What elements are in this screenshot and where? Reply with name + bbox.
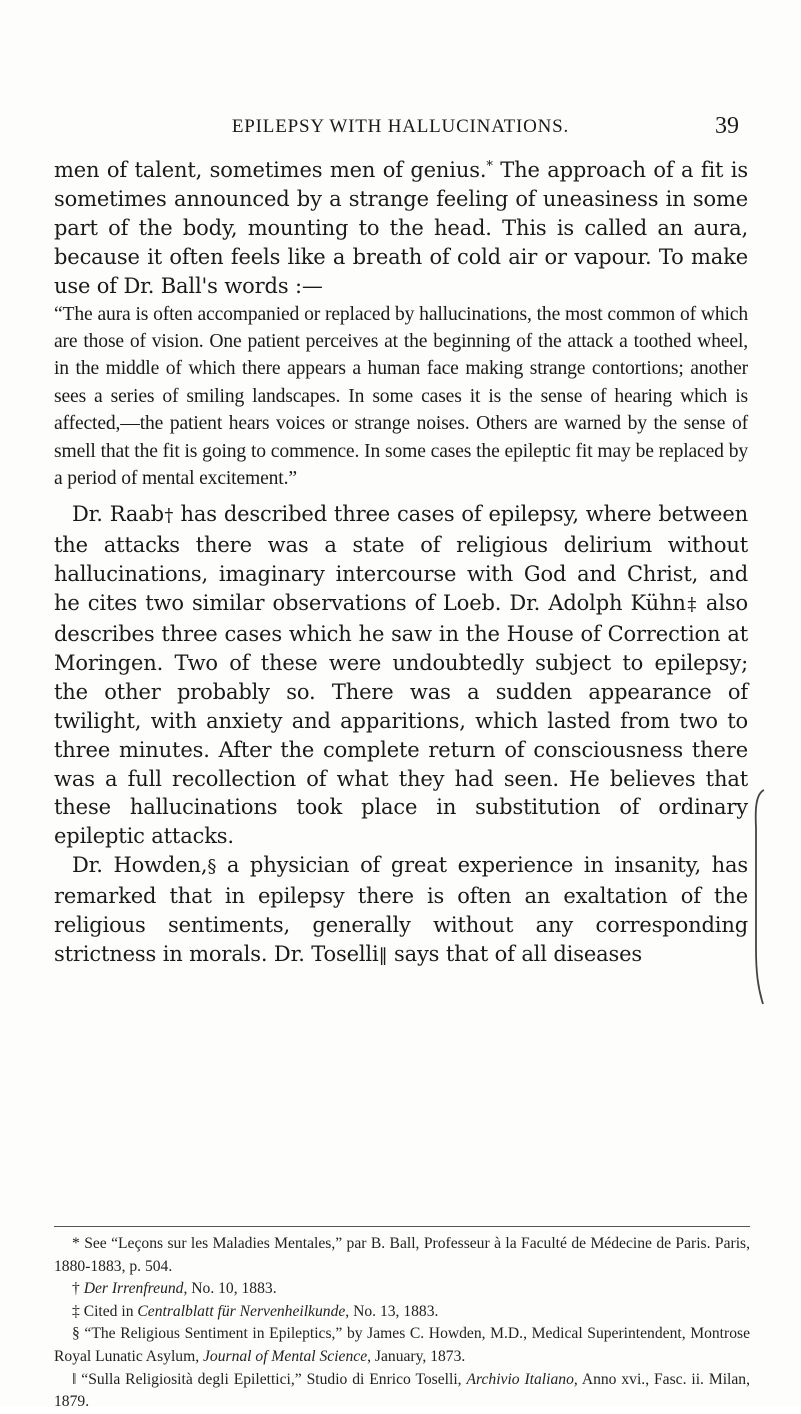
footnote-1-mark: * [72,1235,80,1252]
running-head: EPILEPSY WITH HALLUCINATIONS. [231,116,570,137]
paragraph-2 [54,500,748,851]
footnote-3-text: , No. 13, 1883. [345,1302,439,1320]
paragraph-1-text-b: The approach of a fit is sometimes announced by a strange feeling of uneasiness in some part of the body, mounting to the head. This is called an aura, because it often feels like a breath of cold air or vapour. To make use of Dr. Ball's words :— [54,158,748,298]
footnote-3-mark: ‡ [72,1302,80,1320]
footnote-rule [54,1226,750,1227]
footnote-2 [54,1278,750,1301]
footnote-ref-section: § [207,856,217,878]
footnote-4-title: Journal of Mental Science [203,1347,368,1365]
page-number: 39 [715,113,739,139]
footnote-2-text: , No. 10, 1883. [183,1280,277,1298]
paragraph-2-text-b: has described three cases of epilepsy, where between the attacks there was a state of religious delirium without hallucinations, imaginary intercourse with God and Christ, and he cites two similar observations of Loeb. Dr. Adolph Kühn [54,502,748,616]
footnote-1 [54,1233,750,1278]
footnote-4-text: , January, 1873. [367,1347,466,1365]
body-text [54,153,748,971]
footnote-2-mark: † [72,1280,80,1298]
page-header [0,113,801,140]
footnote-ref-parallel: ‖ [378,944,388,966]
footnote-1-text: See “Leçons sur les Maladies Mentales,” par B. Ball, Professeur à la Faculté de Médecine de Paris. Paris, 1880-1883, p. 504. [54,1235,750,1275]
margin-pencil-bracket [752,788,766,1006]
footnote-3-title: Centralblatt für Nervenheilkunde [137,1302,346,1320]
footnote-2-title: Der Irrenfreund [83,1280,184,1298]
footnotes [54,1233,750,1414]
paragraph-3-text-a: Dr. Howden, [72,853,208,878]
footnote-5-pre: “Sulla Religiosità degli Epilettici,” Studio di Enrico Toselli, [76,1370,467,1388]
footnote-ref-dagger: † [163,505,174,527]
footnote-5-mark: ‖ [72,1370,77,1388]
footnote-5-text: , Anno xvi., Fasc. ii. Milan, 1879. [54,1370,750,1411]
footnote-4-pre: “The Religious Sentiment in Epileptics,” by James C. Howden, M.D., Medical Superintendent, Montrose Royal Lunatic Asylum, [54,1325,750,1365]
footnote-3-pre: Cited in [79,1302,138,1320]
footnote-3 [54,1301,750,1324]
paragraph-2-text-a: Dr. Raab [72,502,164,527]
footnote-4-mark: § [72,1325,80,1343]
paragraph-3 [54,851,748,971]
block-quote: “The aura is often accompanied or replaced by hallucinations, the most common of which are those of vision. One patient perceives at the beginning of the attack a toothed wheel, in the middle of which there appears a human face making strange contortions; another sees a series of smiling landscapes. In some cases it is the sense of hearing which is affected,—the patient hears voices or strange noises. Others are warned by the sense of smell that the fit is going to commence. In some cases the epileptic fit may be replaced by a period of mental excitement.” [54,303,748,489]
paragraph-2-text-c: also describes three cases which he saw in the House of Correction at Moringen. Two of these were undoubtedly subject to epilepsy; the other probably so. There was a sudden appearance of twilight, with anxiety and apparitions, which lasted from two to three minutes. After the complete return of consciousness there was a full recollection of what they had seen. He believes that these hallucinations took place in substitution of ordinary epileptic attacks. [54,591,748,849]
paragraph-3-text-b: a physician of great experience in insanity, has remarked that in epilepsy there is often an exaltation of the religious sentiments, generally without any corresponding strictness in morals. Dr. Toselli [54,853,748,966]
footnote-ref-double-dagger: ‡ [685,594,698,616]
footnote-4 [54,1323,750,1368]
paragraph-3-text-c: says that of all diseases [387,941,643,966]
paragraph-1-text-a: men of talent, sometimes men of genius. [54,158,487,182]
footnote-5-title: Archivio Italiano [466,1370,574,1388]
footnote-ref-asterisk: * [486,159,493,174]
paragraph-1 [54,153,748,301]
